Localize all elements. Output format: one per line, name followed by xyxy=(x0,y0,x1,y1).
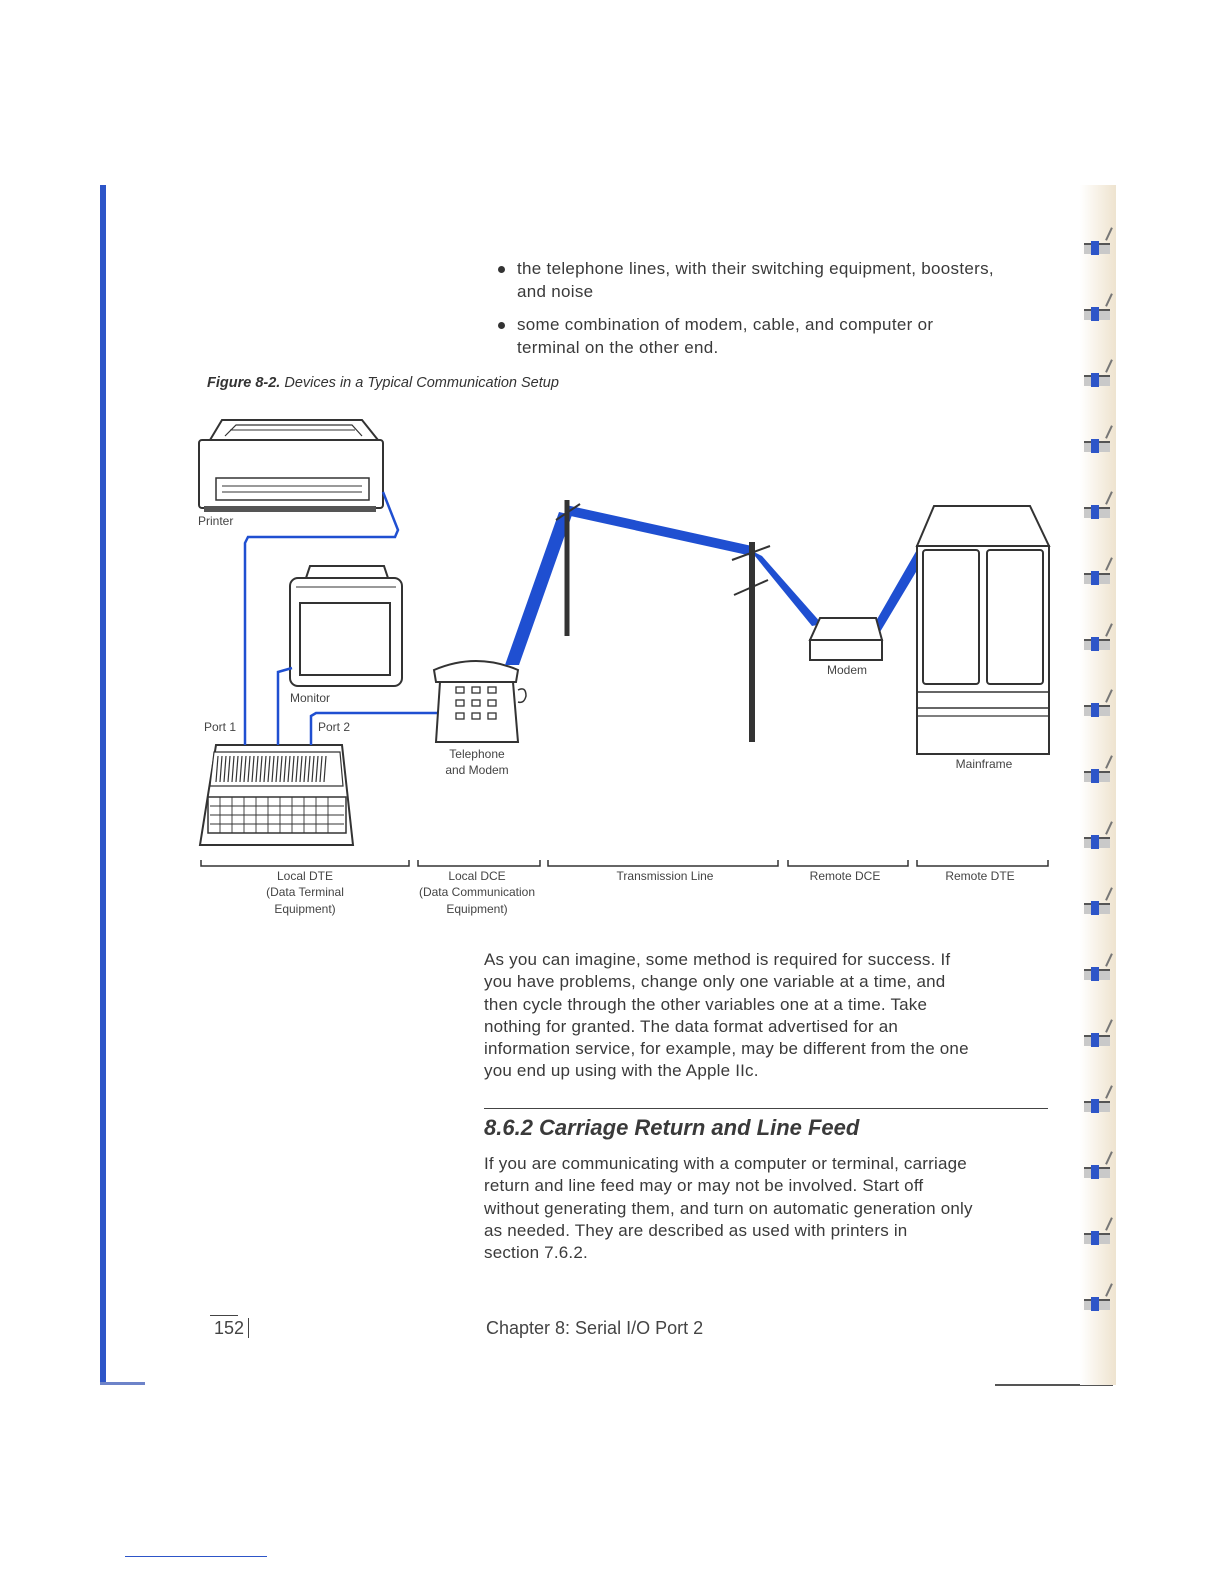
running-footer: Chapter 8: Serial I/O Port 2 xyxy=(486,1318,704,1338)
modem-label: Modem xyxy=(826,663,868,677)
bullet-line: some combination of modem, cable, and computer or xyxy=(517,315,934,334)
local-dce-label: Local DCE xyxy=(448,869,506,883)
telephone-label-2: and Modem xyxy=(445,763,509,777)
telephone-icon xyxy=(434,661,526,742)
bullet-line: terminal on the other end. xyxy=(517,337,719,357)
mainframe-label: Mainframe xyxy=(955,757,1013,771)
local-dce-label: (Data Communication xyxy=(418,885,536,899)
port2-label: Port 2 xyxy=(318,720,351,734)
local-dte-label: (Data Terminal xyxy=(266,885,344,899)
segment-brackets xyxy=(201,860,1048,866)
telephone-label: Telephone xyxy=(449,747,505,761)
local-dte-label: Local DTE xyxy=(276,869,334,883)
body-paragraph xyxy=(484,1153,1054,1264)
paragraph-line: return and line feed may or may not be involved. Start off xyxy=(484,1176,924,1196)
paragraph-line: then cycle through the other variables one at a time. Take xyxy=(484,994,928,1014)
monitor-label: Monitor xyxy=(290,691,331,705)
utility-pole-2 xyxy=(732,542,770,742)
paragraph-line: As you can imagine, some method is required for success. If xyxy=(484,950,951,969)
remote-dce-label: Remote DCE xyxy=(809,869,881,883)
printer-icon xyxy=(199,420,383,512)
local-dte-label: Equipment) xyxy=(274,902,336,916)
bullet-line: and noise xyxy=(517,281,594,301)
local-dce-label: Equipment) xyxy=(446,902,508,916)
section-divider xyxy=(484,1108,1048,1109)
bullet-line: the telephone lines, with their switching equipment, boosters, xyxy=(517,259,994,278)
figure-number: Figure 8-2. xyxy=(207,375,281,391)
remote-dte-label: Remote DTE xyxy=(945,869,1015,883)
paragraph-line: you end up using with the Apple IIc. xyxy=(484,1061,759,1081)
paragraph-line: If you are communicating with a computer or terminal, carriage xyxy=(484,1154,967,1173)
scan-artifact-line xyxy=(125,1556,267,1557)
body-paragraph xyxy=(484,949,1054,1083)
paragraph-line: information service, for example, may be different from the one xyxy=(484,1039,969,1059)
paragraph-line: as needed. They are described as used with printers in xyxy=(484,1220,908,1240)
page-number: 152 xyxy=(214,1318,249,1338)
paragraph-line: you have problems, change only one variable at a time, and xyxy=(484,972,946,992)
section-heading: 8.6.2 Carriage Return and Line Feed xyxy=(484,1115,860,1140)
remote-modem-icon xyxy=(810,618,882,660)
paragraph-line: nothing for granted. The data format advertised for an xyxy=(484,1016,899,1036)
transmission-line-label: Transmission Line xyxy=(616,869,714,883)
paragraph-line: section 7.6.2. xyxy=(484,1243,588,1263)
printer-label: Printer xyxy=(198,514,234,528)
monitor-icon xyxy=(290,566,402,686)
paragraph-line: without generating them, and turn on automatic generation only xyxy=(484,1198,973,1218)
figure-title: Devices in a Typical Communication Setup xyxy=(284,375,559,391)
mainframe-icon xyxy=(917,506,1049,754)
port1-label: Port 1 xyxy=(204,720,237,734)
computer-icon xyxy=(200,745,353,845)
